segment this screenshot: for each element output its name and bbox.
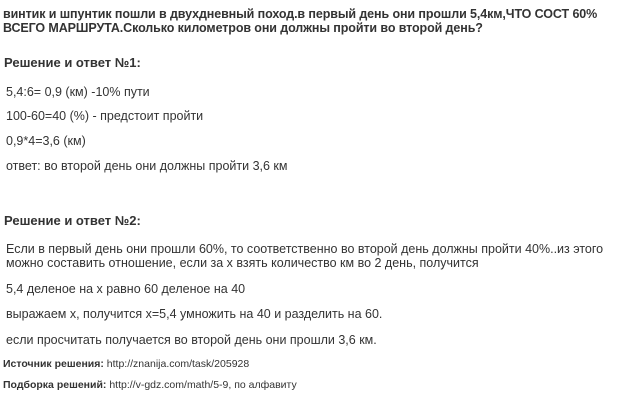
source-link[interactable]: http://znanija.com/task/205928 [106, 358, 250, 370]
solution-2-line-2: выражаем х, получится х=5,4 умножить на 40 и разделить на 60. [6, 307, 383, 321]
solution-2-heading: Решение и ответ №2: [4, 213, 141, 228]
selection-link[interactable]: http://v-gdz.com/math/5-9, по алфавиту [109, 379, 297, 391]
problem-statement: винтик и шпунтик пошли в двухдневный поход.в первый день они прошли 5,4км,ЧТО СОСТ 60% ВСЕГО МАРШРУТА.Сколько километров они должны пройти во второй день? [3, 7, 598, 35]
solution-1-heading: Решение и ответ №1: [4, 55, 141, 70]
solution-1-line-3: 0,9*4=3,6 (км) [6, 134, 86, 148]
source-label: Источник решения: [3, 358, 104, 370]
source-line [3, 358, 249, 370]
solution-1-line-2: 100-60=40 (%) - предстоит пройти [6, 109, 204, 123]
solution-2-paragraph: Если в первый день они прошли 60%, то соответственно во второй день должны пройти 40%..из этого можно составить отношение, если за х взять количество км во 2 день, получится [6, 242, 604, 270]
selection-label: Подборка решений: [3, 379, 107, 391]
solution-1-line-1: 5,4:6= 0,9 (км) -10% пути [6, 85, 150, 99]
solution-2-answer: если просчитать получается во второй день они прошли 3,6 км. [6, 333, 377, 347]
selection-line [3, 379, 297, 391]
solution-2-line-1: 5,4 деленое на х равно 60 деленое на 40 [6, 282, 246, 296]
solution-1-answer: ответ: во второй день они должны пройти 3,6 км [6, 159, 288, 173]
